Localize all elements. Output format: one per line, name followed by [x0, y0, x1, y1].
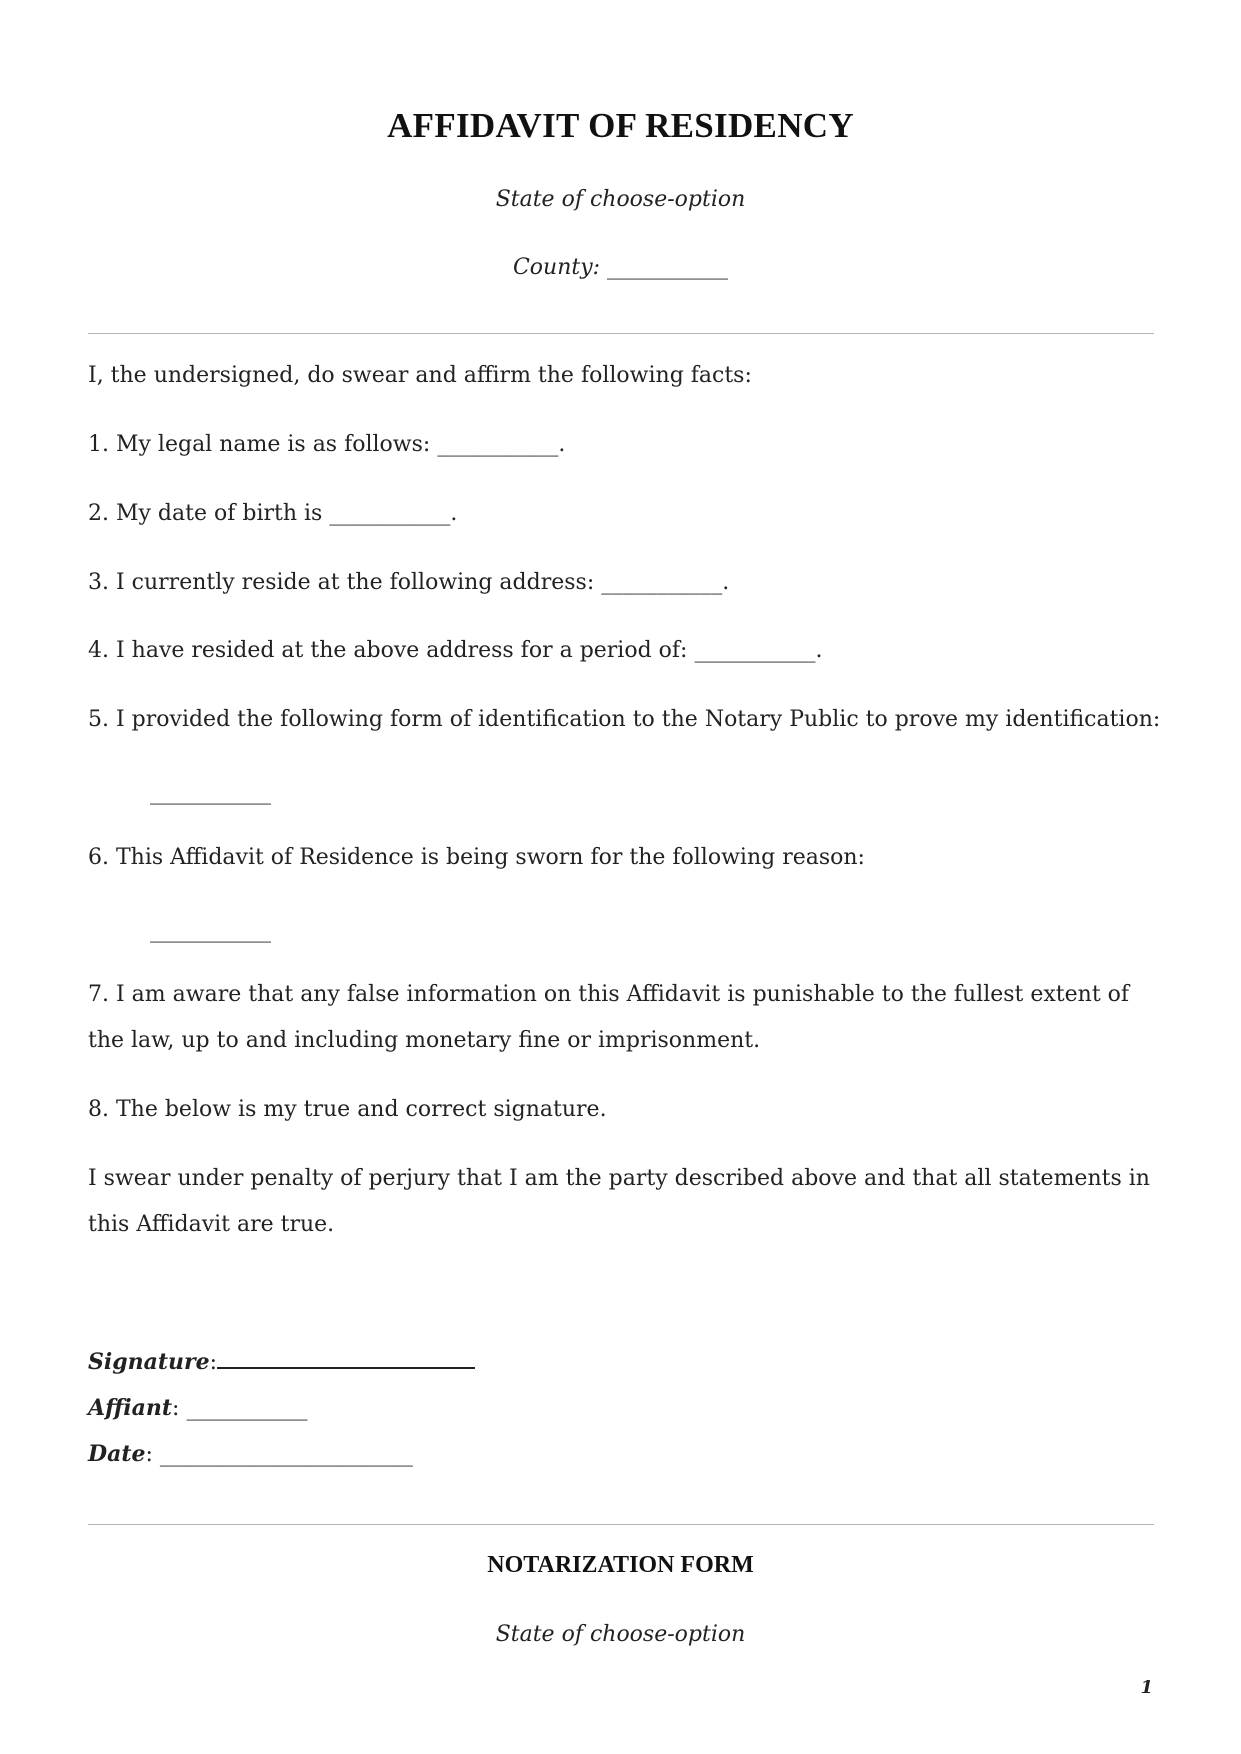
identification-blank: ___________ — [150, 780, 271, 805]
page-number: 1 — [1140, 1677, 1153, 1698]
date-row: Date: _______________________ — [88, 1441, 413, 1467]
affiant-blank[interactable]: ___________ — [186, 1396, 308, 1421]
item-legal-name: 1. My legal name is as follows: ___________. — [88, 432, 566, 457]
item-false-information: 7. I am aware that any false information on this Affidavit is punishable to the fullest extent of the law, up to and including monetary fine or imprisonment. — [88, 982, 1130, 1053]
date-blank[interactable]: _______________________ — [159, 1442, 413, 1467]
perjury-declaration: I swear under penalty of perjury that I am the party described above and that all statements in this Affidavit are true. — [88, 1166, 1150, 1237]
signature-row: Signature: — [88, 1349, 475, 1375]
item-signature-statement: 8. The below is my true and correct signature. — [88, 1097, 607, 1122]
notarization-title: NOTARIZATION FORM — [487, 1552, 754, 1578]
affiant-label: Affiant — [88, 1395, 173, 1421]
intro-statement: I, the undersigned, do swear and affirm the following facts: — [88, 363, 752, 388]
affiant-row: Affiant: ___________ — [88, 1395, 308, 1421]
top-divider — [88, 333, 1154, 334]
document-title: AFFIDAVIT OF RESIDENCY — [387, 106, 854, 145]
signature-label: Signature — [88, 1349, 210, 1375]
item-identification: 5. I provided the following form of identification to the Notary Public to prove my identification: — [88, 707, 1161, 732]
notarization-state-line: State of choose-option — [495, 1622, 746, 1647]
county-line: County: ___________ — [512, 255, 729, 280]
item-address: 3. I currently reside at the following address: ___________. — [88, 570, 730, 595]
item-date-of-birth: 2. My date of birth is ___________. — [88, 501, 458, 526]
signature-line[interactable] — [217, 1349, 475, 1369]
item-residence-period: 4. I have resided at the above address for a period of: ___________. — [88, 638, 823, 663]
date-label: Date — [88, 1441, 146, 1467]
state-line: State of choose-option — [495, 187, 746, 212]
reason-blank: ___________ — [150, 918, 271, 943]
bottom-divider — [88, 1524, 1154, 1525]
item-reason: 6. This Affidavit of Residence is being sworn for the following reason: — [88, 845, 865, 870]
